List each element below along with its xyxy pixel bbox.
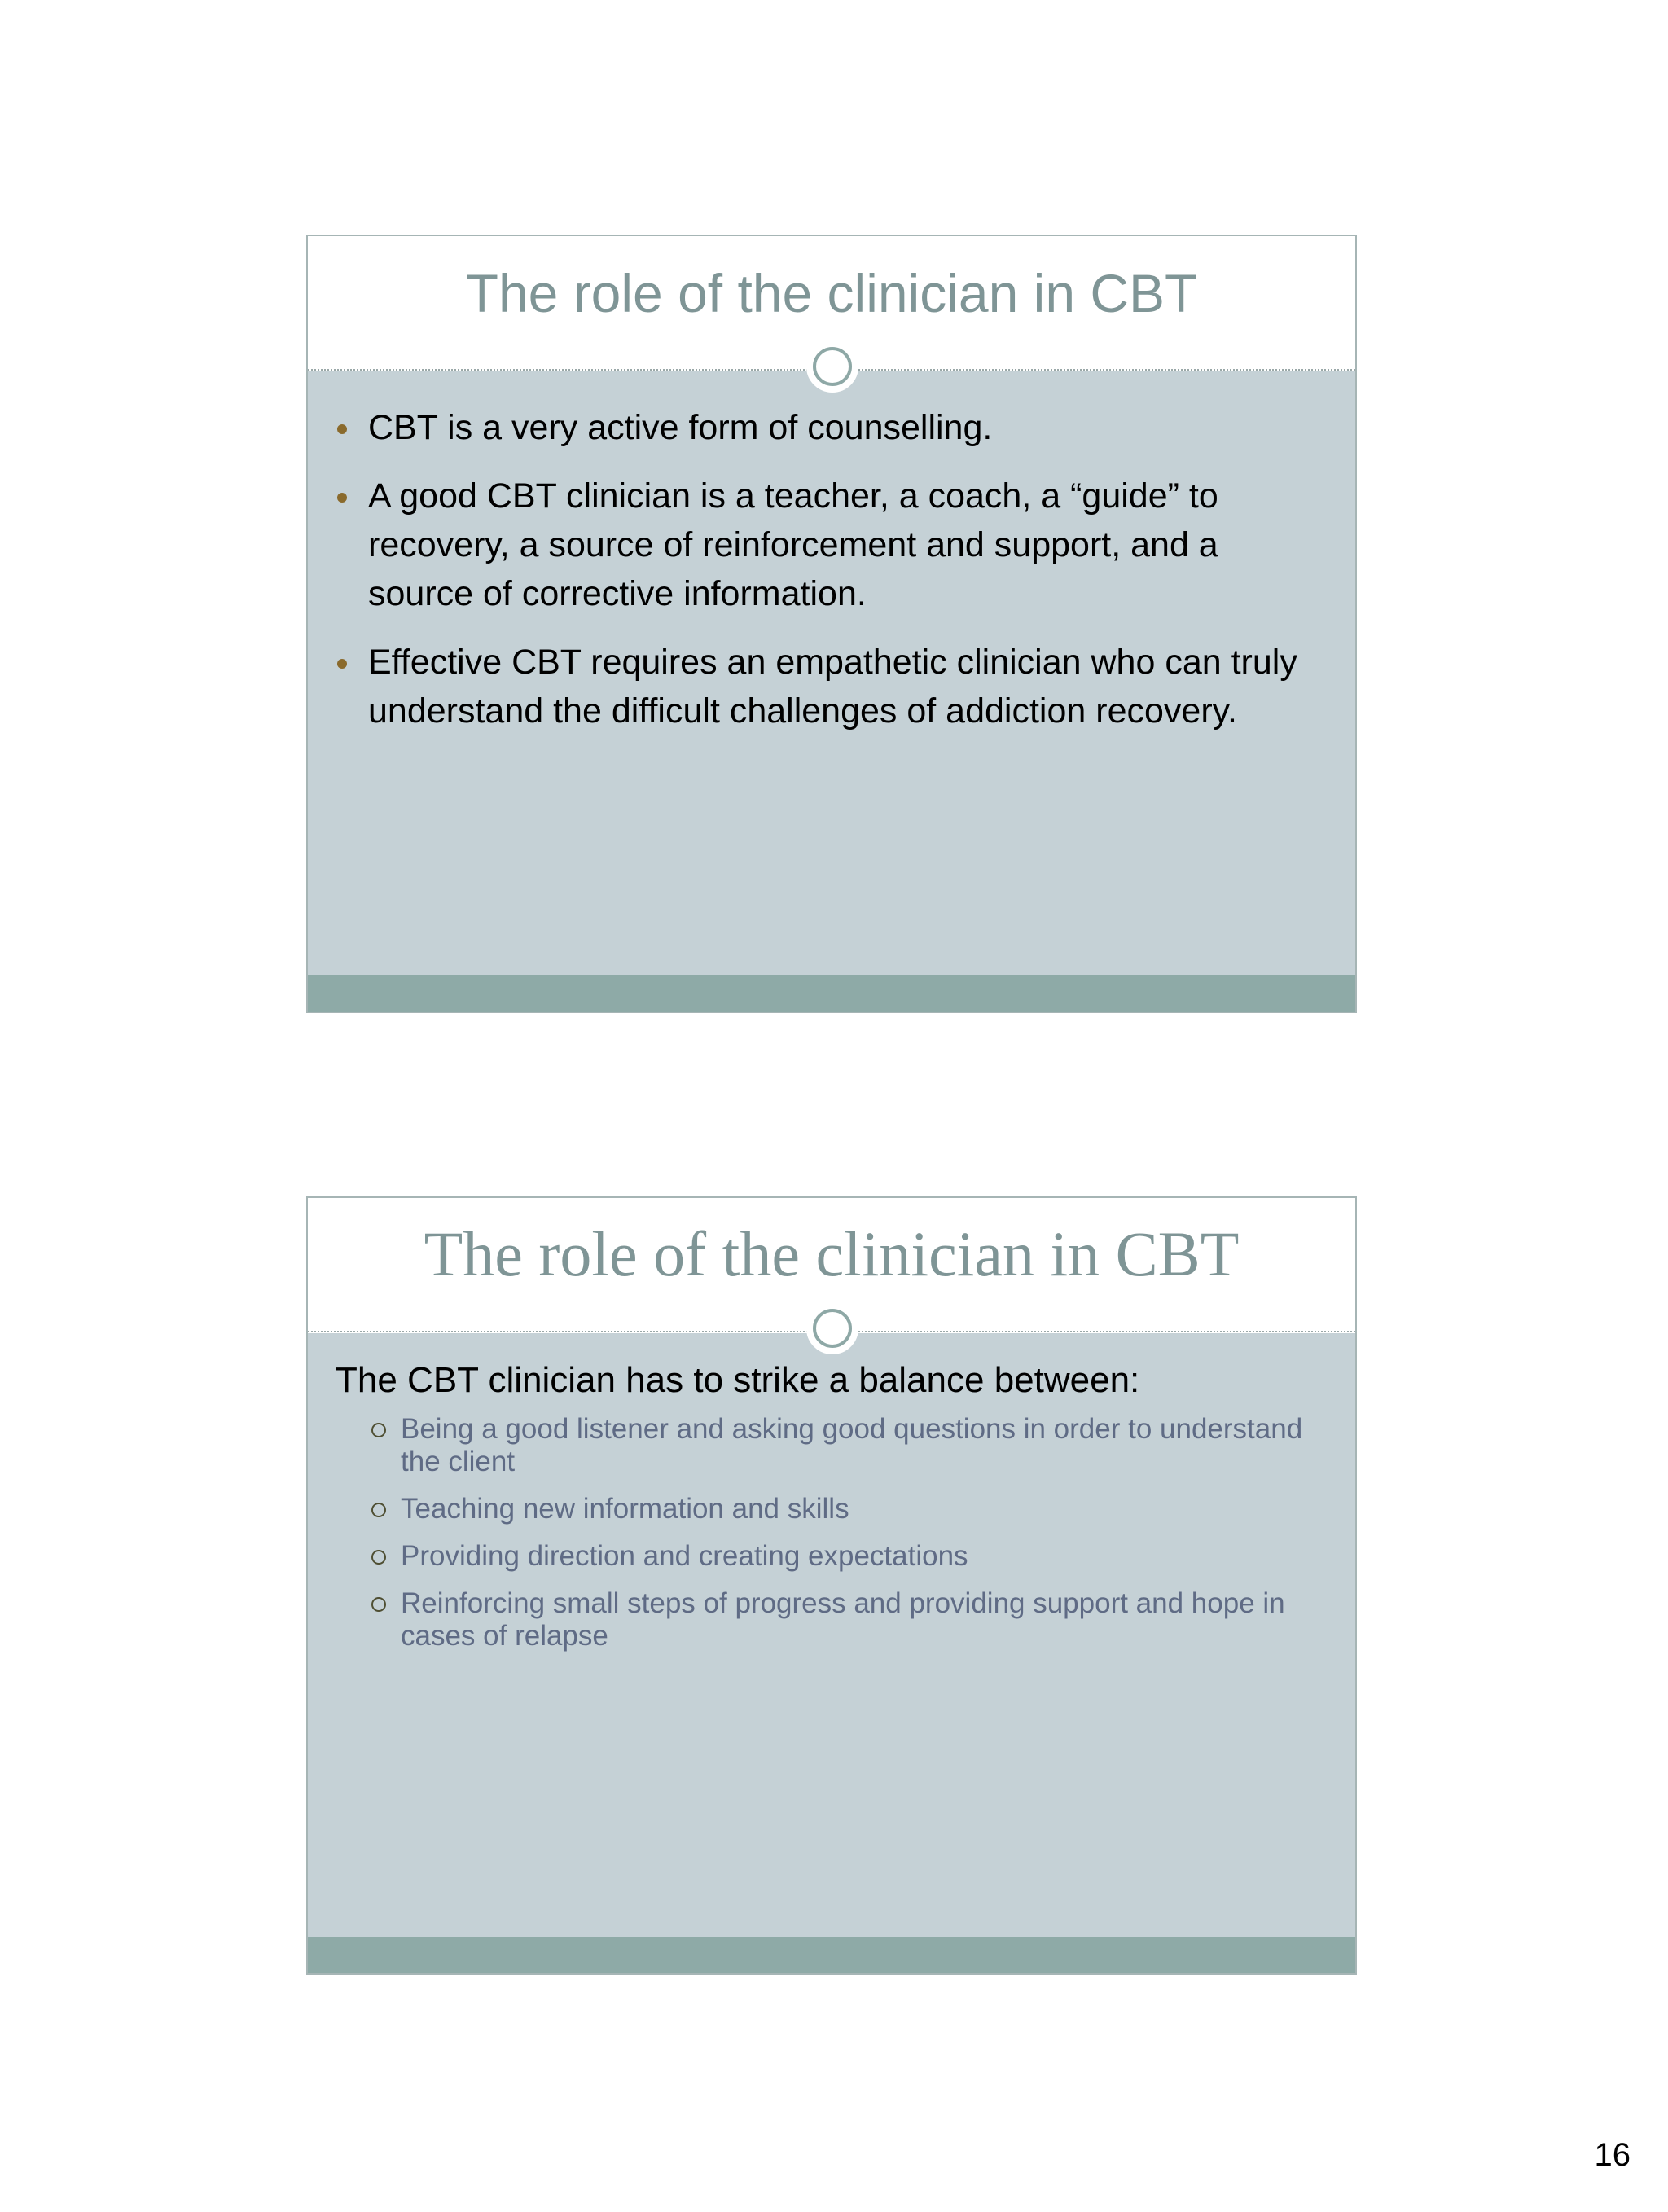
slide-title: The role of the clinician in CBT — [465, 263, 1198, 323]
sub-bullet-list — [336, 1413, 1323, 1652]
circle-ornament-icon — [806, 340, 858, 393]
slide-title: The role of the clinician in CBT — [424, 1218, 1240, 1289]
sub-bullet-text: Being a good listener and asking good questions in order to understand the client — [401, 1413, 1303, 1477]
bullet-list — [336, 403, 1323, 735]
slide-content — [336, 403, 1323, 755]
sub-bullet-text: Providing direction and creating expectations — [401, 1540, 968, 1572]
list-item — [336, 403, 1323, 452]
slide-footer-band — [308, 975, 1355, 1012]
list-item — [370, 1413, 1323, 1478]
bullet-text: Effective CBT requires an empathetic clinician who can truly understand the difficult challenges of addiction recovery. — [368, 643, 1297, 731]
bullet-dot-icon — [337, 493, 347, 503]
lead-text: The CBT clinician has to strike a balance between: — [336, 1360, 1140, 1400]
slide-content — [336, 1358, 1323, 1667]
bullet-text: CBT is a very active form of counselling. — [368, 408, 993, 447]
bullet-dot-icon — [337, 659, 347, 669]
ring-bullet-icon — [371, 1597, 386, 1612]
bullet-dot-icon — [337, 424, 347, 434]
list-item — [336, 472, 1323, 618]
bullet-text: A good CBT clinician is a teacher, a coach, a “guide” to recovery, a source of reinforcement and support, and a source of corrective information. — [368, 476, 1218, 613]
ring-bullet-icon — [371, 1423, 386, 1437]
page-number: 16 — [1594, 2137, 1631, 2173]
circle-ornament-icon — [806, 1302, 858, 1354]
list-item — [336, 638, 1323, 735]
sub-bullet-text: Teaching new information and skills — [401, 1493, 849, 1525]
sub-bullet-text: Reinforcing small steps of progress and providing support and hope in cases of relapse — [401, 1587, 1285, 1652]
ring-bullet-icon — [371, 1550, 386, 1565]
list-item — [370, 1493, 1323, 1525]
ring-bullet-icon — [371, 1503, 386, 1517]
list-item — [370, 1587, 1323, 1652]
slide-2 — [306, 1196, 1357, 1975]
slide-footer-band — [308, 1937, 1355, 1973]
slide-1 — [306, 235, 1357, 1013]
list-item — [370, 1540, 1323, 1573]
